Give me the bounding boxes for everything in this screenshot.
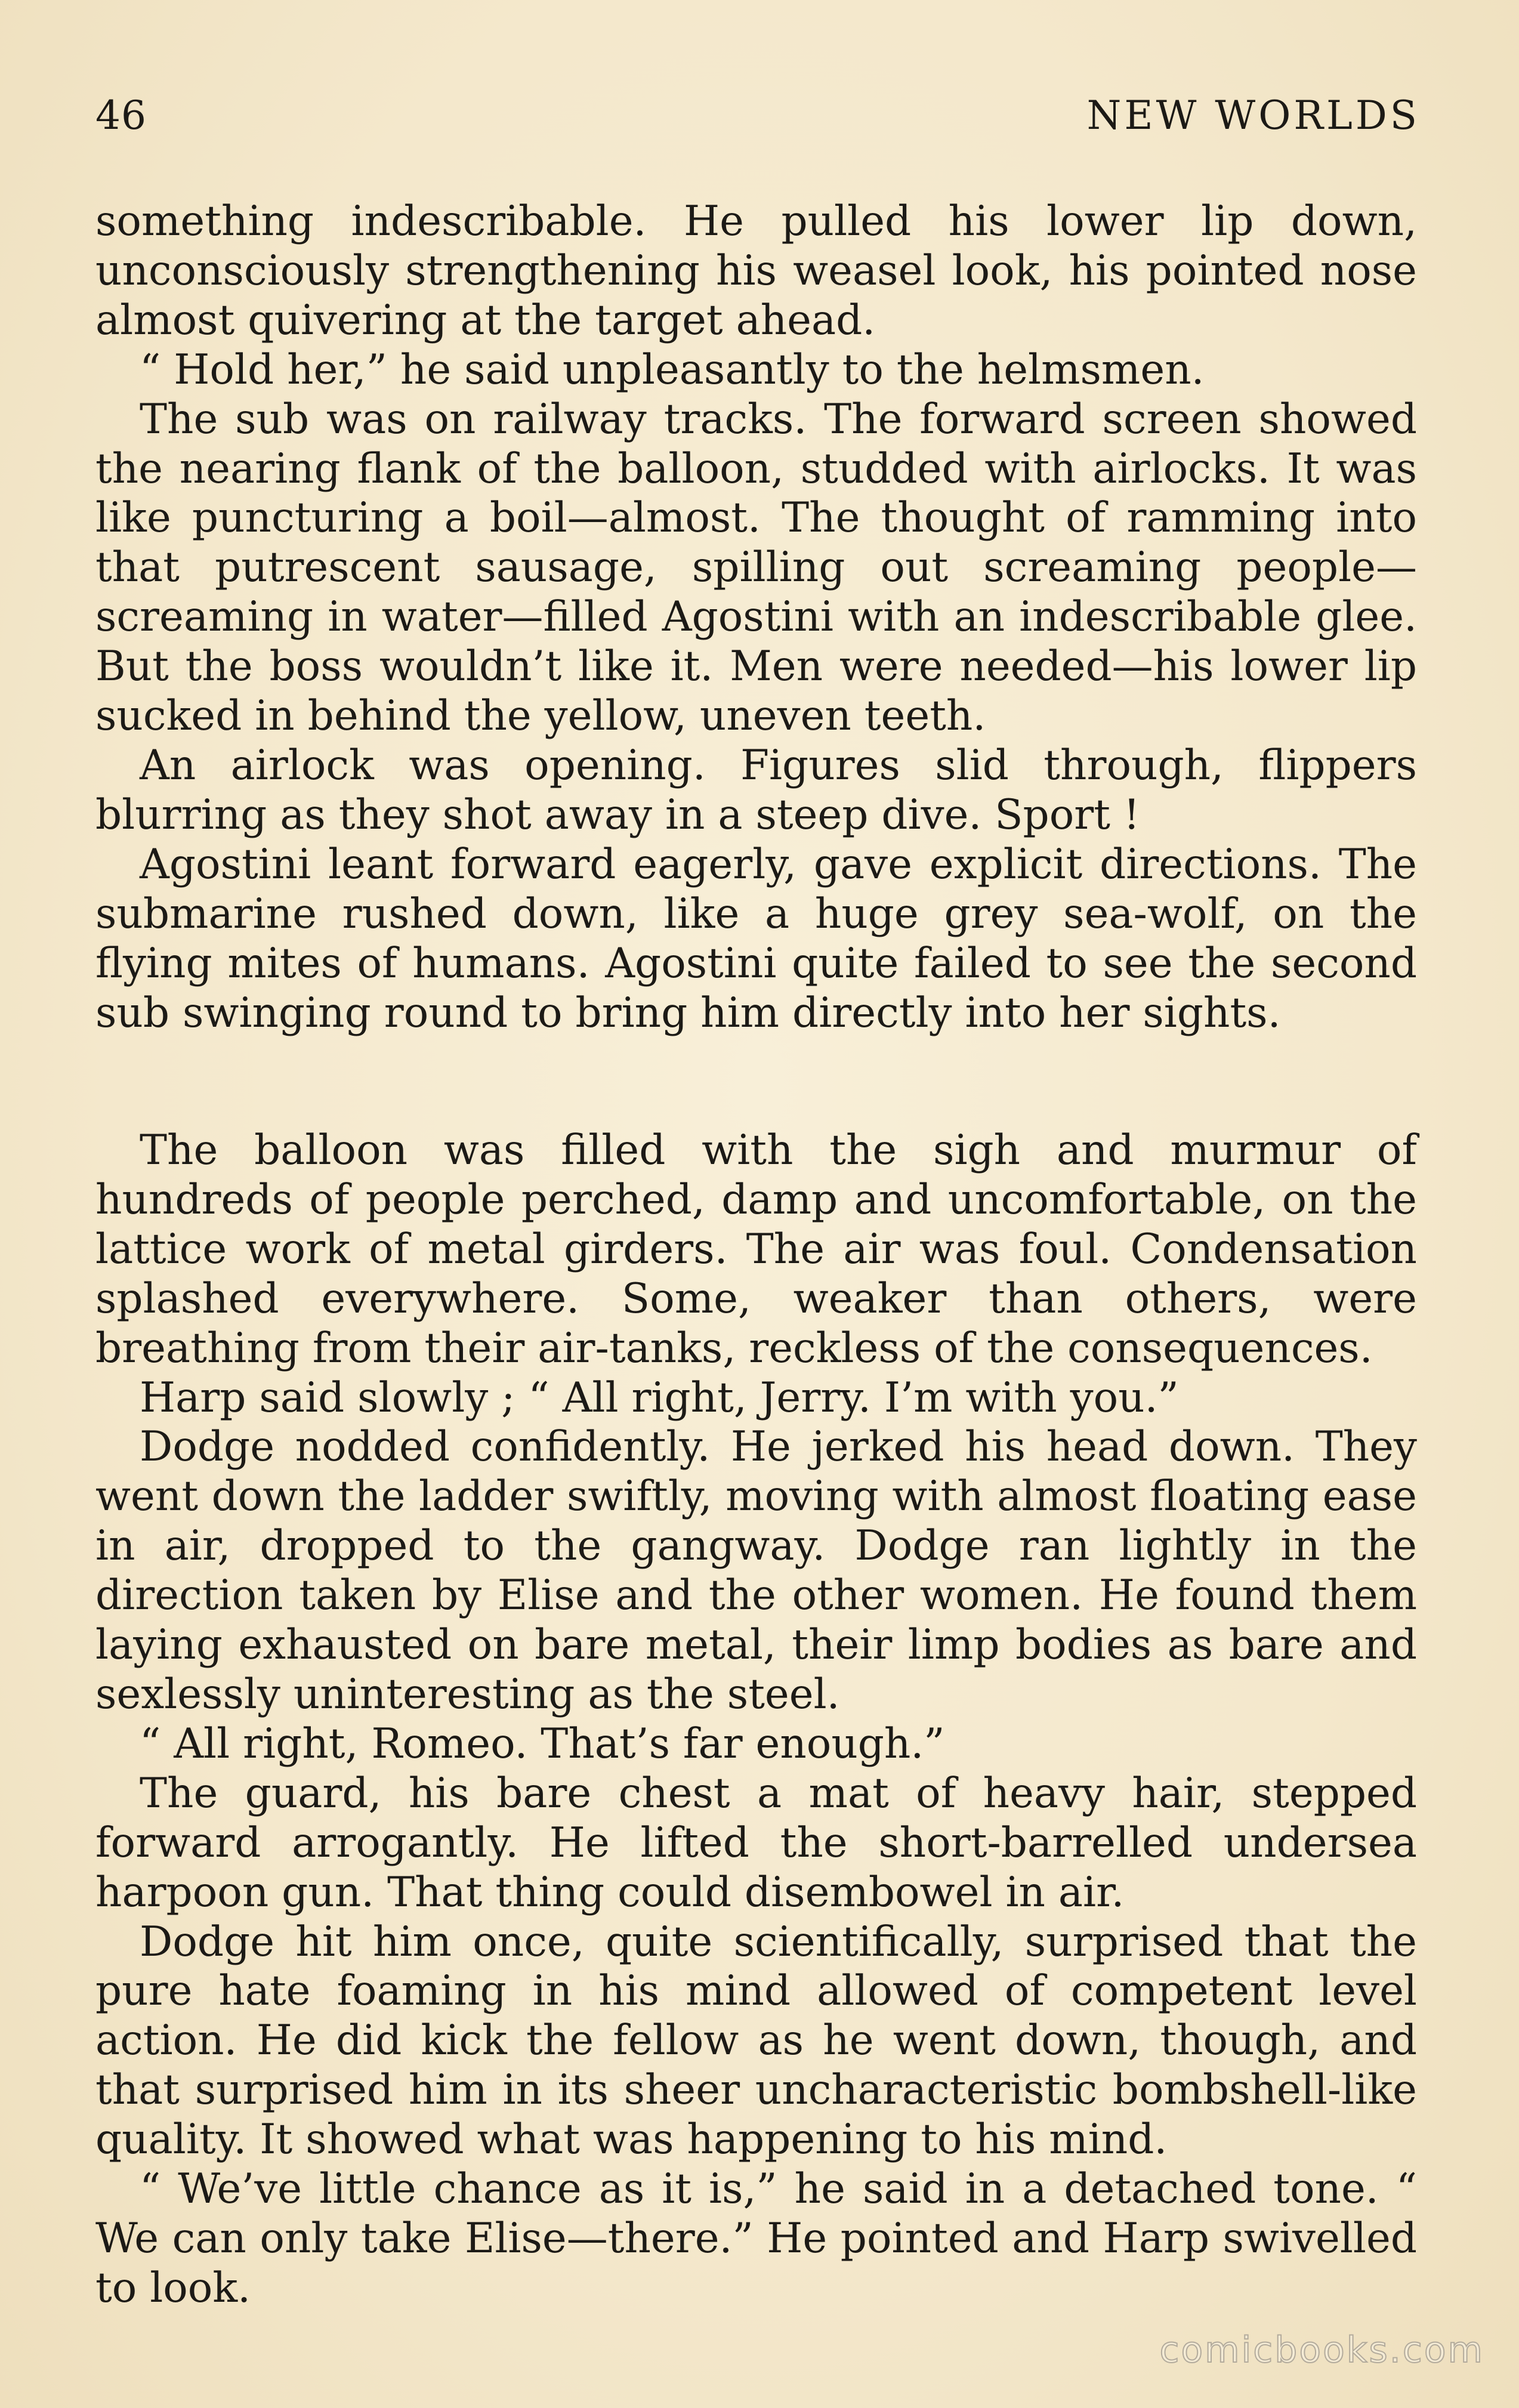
paragraph: “ We’ve little chance as it is,” he said in a detached tone. “ We can only take Elise—there.” He pointed and Harp swivelled to look. [95, 2165, 1417, 2312]
paragraph: “ Hold her,” he said unpleasantly to the helmsmen. [140, 345, 1205, 394]
paragraph: Harp said slowly ; “ All right, Jerry. I’m with you.” [140, 1373, 1179, 1422]
paragraph: something indescribable. He pulled his lower lip down, unconsciously strengthening his weasel look, his pointed nose almost quivering at the target ahead. [95, 197, 1417, 344]
paragraph: An airlock was opening. Figures slid through, flippers blurring as they shot away in a steep dive. Sport ! [95, 741, 1417, 839]
paragraph: “ All right, Romeo. That’s far enough.” [140, 1719, 945, 1768]
paragraph: The sub was on railway tracks. The forward screen showed the nearing flank of the balloon, studded with airlocks. It was like puncturing a boil—almost. The thought of ramming into that putrescent sausage, spilling out screaming people—screaming in water—filled Agostini with an indescribable glee. But the boss wouldn’t like it. Men were needed—his lower lip sucked in behind the yellow, uneven teeth. [95, 395, 1417, 740]
paragraph: Dodge nodded confidently. He jerked his head down. They went down the ladder swiftly, moving with almost floating ease in air, dropped to the gangway. Dodge ran lightly in the direction taken by Elise and the other women. He found them laying exhausted on bare metal, their limp bodies as bare and sexlessly uninteresting as the steel. [95, 1423, 1417, 1718]
watermark: comicbooks.com [1159, 2329, 1484, 2371]
text-section-2 [95, 1126, 1417, 2313]
text-section-1 [95, 197, 1417, 1038]
page-number: 46 [95, 92, 147, 138]
running-title: NEW WORLDS [1086, 92, 1420, 138]
paragraph: The balloon was filled with the sigh and murmur of hundreds of people perched, damp and uncomfortable, on the lattice work of metal girders. The air was foul. Condensation splashed everywhere. Some, weaker than others, were breathing from their air-tanks, reckless of the consequences. [95, 1126, 1417, 1372]
paragraph: Dodge hit him once, quite scientifically, surprised that the pure hate foaming in his mind allowed of competent level action. He did kick the fellow as he went down, though, and that surprised him in its sheer uncharacteristic bombshell-like quality. It showed what was happening to his mind. [95, 1918, 1417, 2164]
paragraph: Agostini leant forward eagerly, gave explicit directions. The submarine rushed down, like a huge grey sea-wolf, on the flying mites of humans. Agostini quite failed to see the second sub swinging round to bring him directly into her sights. [95, 840, 1417, 1037]
paragraph: The guard, his bare chest a mat of heavy hair, stepped forward arrogantly. He lifted the short-barrelled undersea harpoon gun. That thing could disembowel in air. [95, 1769, 1417, 1916]
page-header [95, 92, 1420, 146]
